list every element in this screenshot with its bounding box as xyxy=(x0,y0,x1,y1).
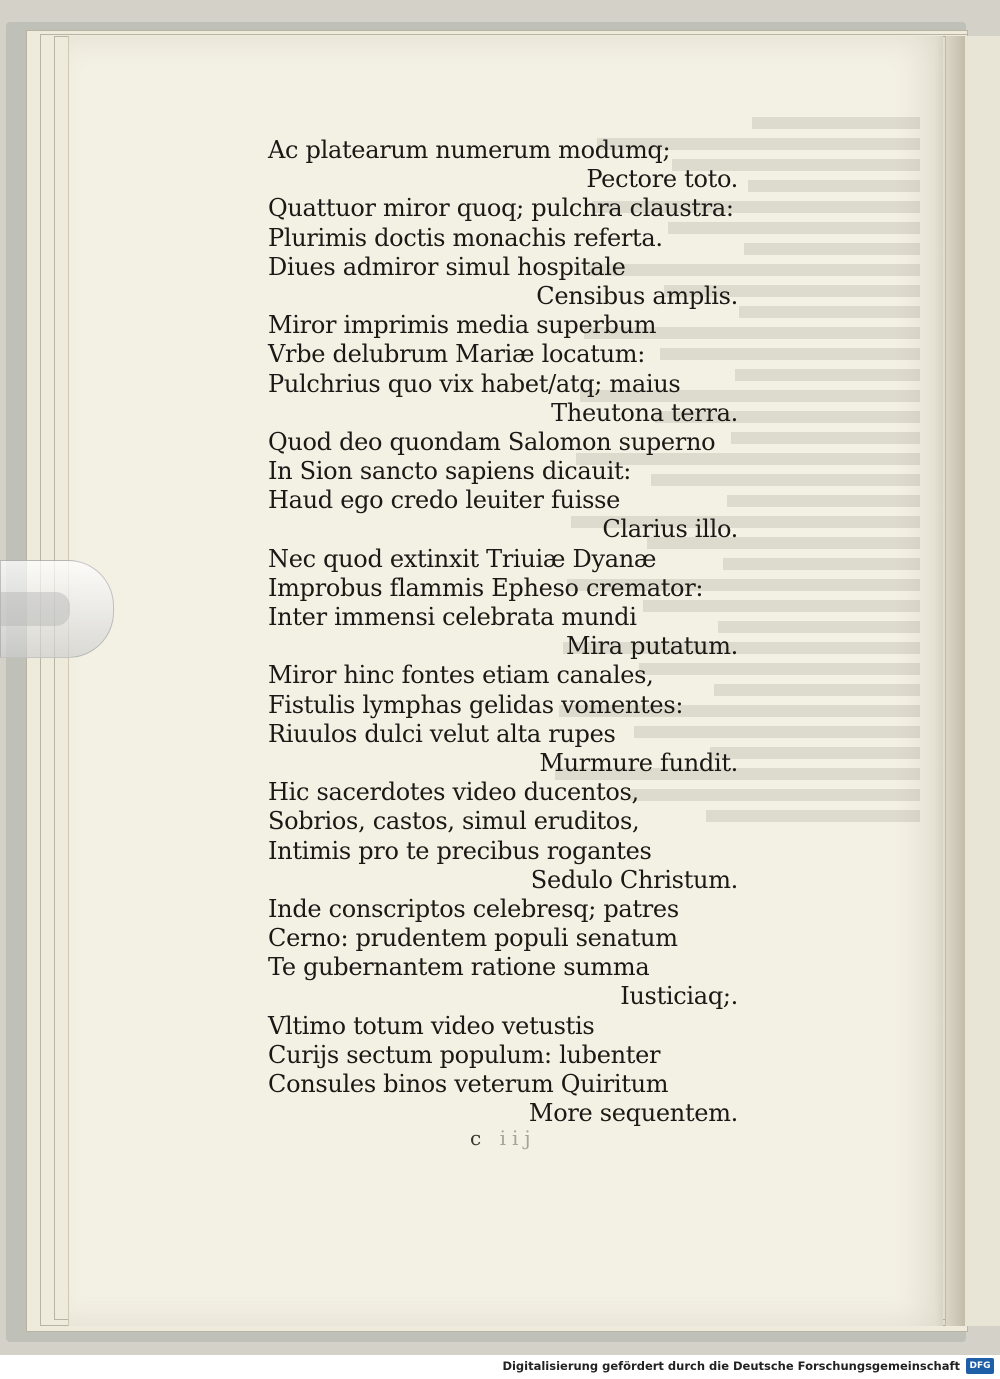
verse-line: Cerno: prudentem populi senatum xyxy=(268,924,678,953)
page-clip-bar xyxy=(0,592,70,626)
bleed-through-stroke xyxy=(731,432,920,444)
verse-line: Vrbe delubrum Mariæ locatum: xyxy=(268,340,646,369)
verse-line: Quod deo quondam Salomon superno xyxy=(268,427,716,456)
adonic-line: Pectore toto. xyxy=(586,165,738,194)
dfg-logo: DFG xyxy=(966,1358,994,1374)
verse-line: Miror imprimis media superbum xyxy=(268,311,657,340)
signature-numeral: iij xyxy=(499,1126,537,1150)
verse-line: Haud ego credo leuiter fuisse xyxy=(268,486,621,515)
signature-mark xyxy=(470,1126,537,1150)
adonic-line: Mira putatum. xyxy=(565,632,738,661)
adonic-line: More sequentem. xyxy=(528,1099,738,1128)
verse-line: Plurimis doctis monachis referta. xyxy=(268,223,663,252)
verse-line: Miror hinc fontes etiam canales, xyxy=(268,661,654,690)
gutter-shadow xyxy=(935,36,965,1326)
bleed-through-stroke xyxy=(727,495,920,507)
adonic-line: Censibus amplis. xyxy=(536,281,738,310)
verse-line: Sobrios, castos, simul eruditos, xyxy=(268,807,640,836)
bleed-through-stroke xyxy=(735,369,920,381)
verse-line: Curijs sectum populum: lubenter xyxy=(268,1040,661,1069)
bleed-through-stroke xyxy=(710,747,920,759)
adonic-line: Clarius illo. xyxy=(602,515,738,544)
bleed-through-stroke xyxy=(752,117,920,129)
bleed-through-stroke xyxy=(748,180,920,192)
verse-line: Intimis pro te precibus rogantes xyxy=(268,836,652,865)
verse-line: Te gubernantem ratione summa xyxy=(268,953,650,982)
verse-line: In Sion sancto sapiens dicauit: xyxy=(268,457,632,486)
verse-line: Diues admiror simul hospitale xyxy=(268,252,626,281)
verse-line: Riuulos dulci velut alta rupes xyxy=(268,719,616,748)
verse-line: Nec quod extinxit Triuiæ Dyanæ xyxy=(268,544,657,573)
bleed-through-stroke xyxy=(744,243,920,255)
verse-line: Quattuor miror quoq; pulchra claustra: xyxy=(268,194,734,223)
adonic-line: Sedulo Christum. xyxy=(530,865,738,894)
adonic-line: Theutona terra. xyxy=(551,398,738,427)
bleed-through-stroke xyxy=(739,306,920,318)
verse-line: Inde conscriptos celebresq; patres xyxy=(268,894,679,923)
adonic-line: Iusticiaq;. xyxy=(620,982,738,1011)
bleed-through-stroke xyxy=(718,621,920,633)
verse-line: Inter immensi celebrata mundi xyxy=(268,603,637,631)
poem-text-block xyxy=(268,136,738,1128)
footer-bar xyxy=(0,1355,1000,1379)
bleed-through-stroke xyxy=(714,684,920,696)
signature-letter: c xyxy=(470,1126,488,1150)
verse-line: Pulchrius quo vix habet/atq; maius xyxy=(268,369,681,398)
verse-line: Fistulis lymphas gelidas vomentes: xyxy=(268,690,684,719)
verse-line: Improbus flammis Epheso cremator: xyxy=(268,573,704,602)
verse-line: Vltimo totum video vetustis xyxy=(268,1011,595,1040)
bleed-through-stroke xyxy=(723,558,920,570)
verse-line: Hic sacerdotes video ducentos, xyxy=(268,778,639,807)
verse-line: Ac platearum numerum modumq; xyxy=(268,136,671,164)
verse-line: Consules binos veterum Quiritum xyxy=(268,1070,669,1098)
adonic-line: Murmure fundit. xyxy=(539,748,738,777)
funding-credit: Digitalisierung gefördert durch die Deutsche Forschungsgemeinschaft xyxy=(502,1359,960,1373)
